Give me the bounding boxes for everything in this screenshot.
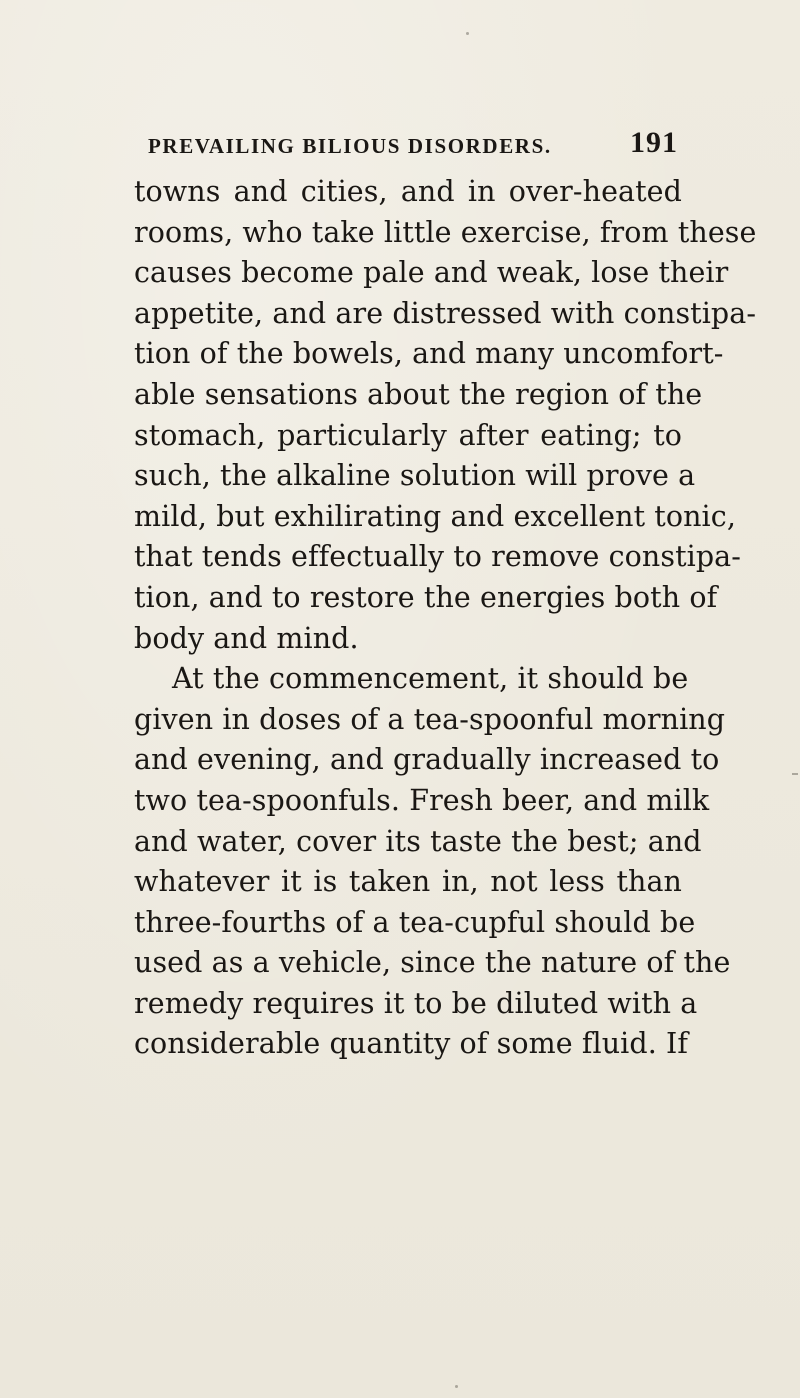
- text-line: whatever it is taken in, not less than: [134, 865, 682, 899]
- scan-speck: [455, 1385, 458, 1388]
- scan-speck: [792, 773, 798, 775]
- text-line: remedy requires it to be diluted with a: [134, 986, 698, 1020]
- page-number: 191: [630, 126, 678, 159]
- body-text: [134, 172, 757, 1065]
- scan-speck: [466, 32, 469, 35]
- text-line: three-fourths of a tea-cupful should be: [134, 905, 696, 939]
- text-line: causes become pale and weak, lose their: [134, 256, 729, 290]
- text-line: used as a vehicle, since the nature of the: [134, 946, 731, 980]
- text-line: able sensations about the region of the: [134, 377, 703, 411]
- text-line: tion, and to restore the energies both of: [134, 580, 718, 614]
- paragraph-1: [134, 172, 757, 659]
- text-line: appetite, and are distressed with constipa-: [134, 296, 757, 330]
- text-line: considerable quantity of some fluid. If: [134, 1027, 689, 1061]
- text-line: and evening, and gradually increased to: [134, 743, 720, 777]
- text-line: that tends effectually to remove constipa-: [134, 540, 741, 574]
- text-line: stomach, particularly after eating; to: [134, 418, 682, 452]
- text-line: and water, cover its taste the best; and: [134, 824, 702, 858]
- paragraph-2: [134, 659, 731, 1065]
- text-line: two tea-spoonfuls. Fresh beer, and milk: [134, 783, 710, 817]
- text-line: body and mind.: [134, 621, 359, 655]
- running-head-title: PREVAILING BILIOUS DISORDERS.: [148, 134, 552, 158]
- text-line: mild, but exhilirating and excellent tonic,: [134, 499, 736, 533]
- text-line: tion of the bowels, and many uncomfort-: [134, 337, 724, 371]
- text-line: At the commencement, it should be: [172, 662, 689, 696]
- text-line: rooms, who take little exercise, from these: [134, 215, 757, 249]
- text-line: towns and cities, and in over-heated: [134, 175, 682, 208]
- text-line: such, the alkaline solution will prove a: [134, 459, 696, 493]
- running-head: [148, 126, 678, 166]
- text-line: given in doses of a tea-spoonful morning: [134, 702, 726, 736]
